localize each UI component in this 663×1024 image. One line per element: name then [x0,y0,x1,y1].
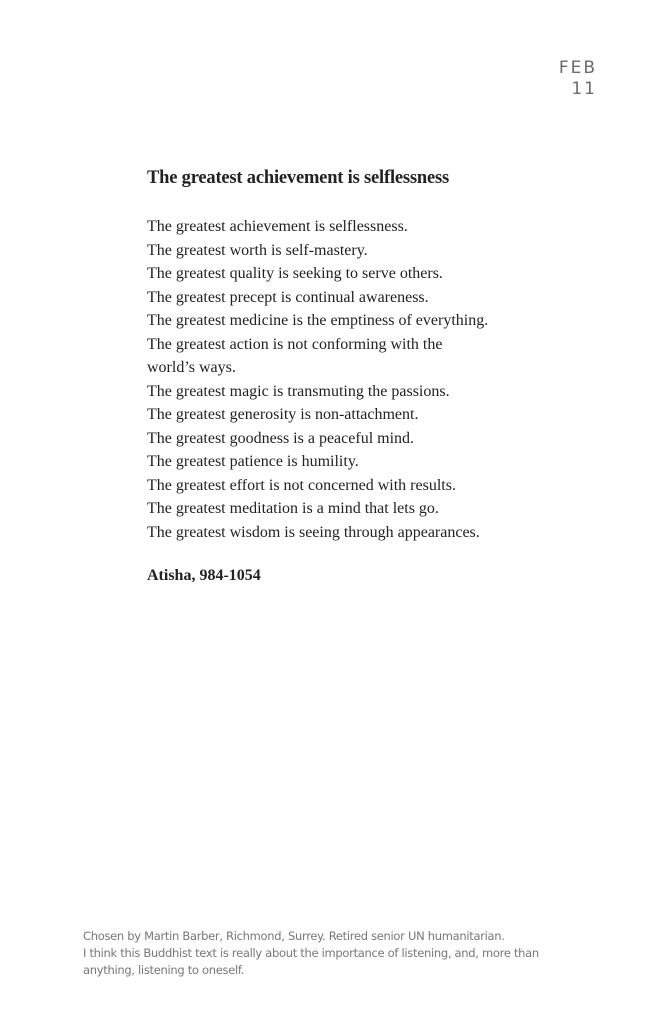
poem-line: The greatest wisdom is seeing through appearances. [147,523,480,541]
poem-line: The greatest magic is transmuting the passions. [147,382,450,400]
poem-line: The greatest patience is humility. [147,453,359,470]
footnote-line: Chosen by Martin Barber, Richmond, Surrey. Retired senior UN humanitarian. [83,929,505,943]
poem-line: The greatest generosity is non-attachment. [147,406,419,423]
date-month: FEB [558,58,597,78]
poem-line: The greatest goodness is a peaceful mind. [147,429,415,447]
poem-line: The greatest precept is continual awareness. [147,288,429,306]
poem-line: The greatest quality is seeking to serve others. [147,265,443,282]
poem-line: The greatest action is not conforming with the [147,335,443,353]
poem-line: The greatest medicine is the emptiness of everything. [147,312,489,329]
attribution: Atisha, 984-1054 [147,567,261,584]
poem-line: world’s ways. [147,359,236,376]
page-title: The greatest achievement is selflessness [147,168,449,188]
poem [147,215,488,544]
date-day: 11 [571,79,597,99]
poem-line: The greatest worth is self-mastery. [147,241,368,259]
poem-line: The greatest effort is not concerned with results. [147,476,456,494]
footnote-line: anything, listening to oneself. [83,963,245,977]
footnote [83,928,583,979]
date-stamp [559,58,597,100]
poem-line: The greatest meditation is a mind that lets go. [147,500,439,517]
footnote-line: I think this Buddhist text is really about the importance of listening, and, more than [83,946,539,960]
poem-line: The greatest achievement is selflessness. [147,218,408,235]
